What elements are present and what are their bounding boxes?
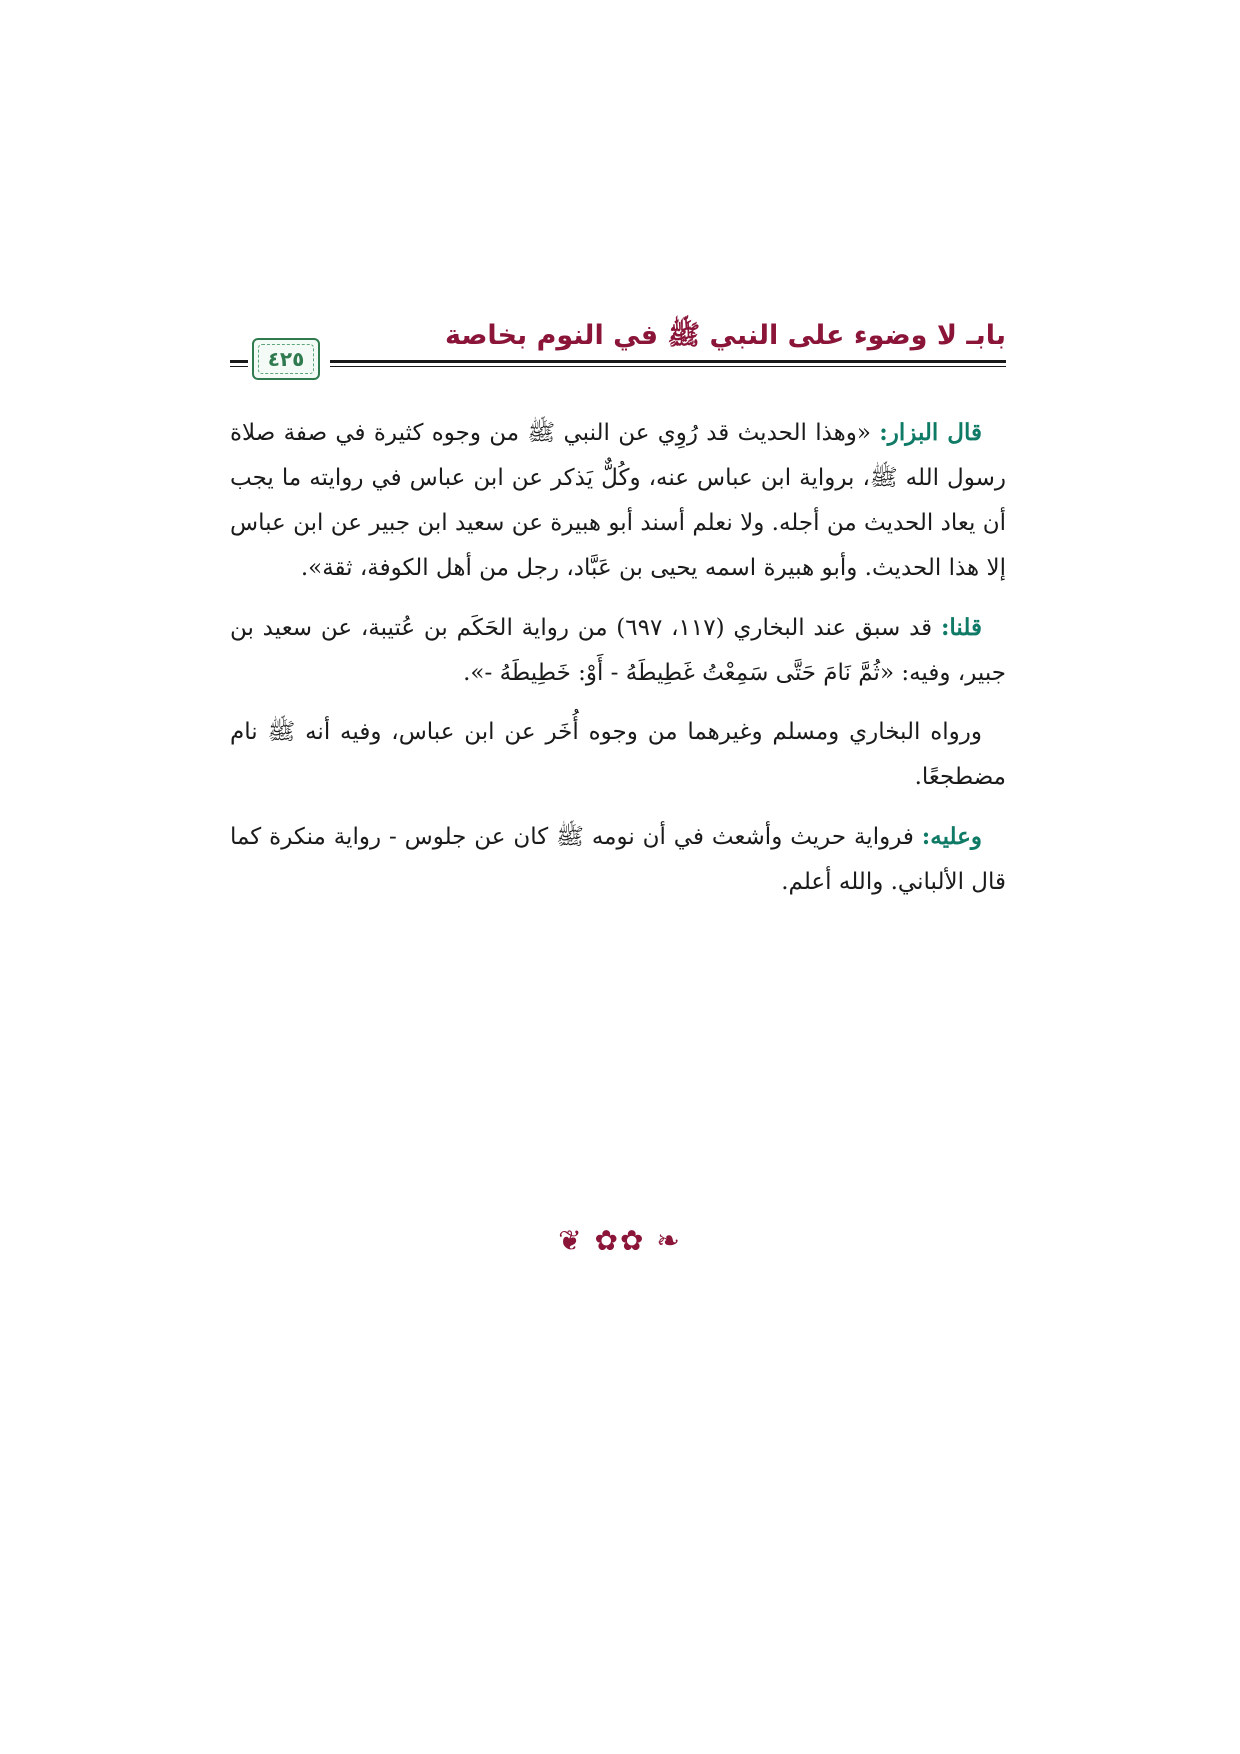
paragraph-lead: قلنا: — [940, 614, 982, 641]
chapter-title: بابـ لا وضوء على النبي ﷺ في النوم بخاصة — [444, 320, 1006, 351]
page-number-badge — [252, 338, 320, 380]
paragraph — [230, 814, 1006, 905]
paragraph-lead: قال البزار: — [879, 419, 982, 446]
paragraph-text: قد سبق عند البخاري (١١٧، ٦٩٧) من رواية الحَكَم بن عُتيبة، عن سعيد بن جبير، وفيه: «ثُمَّ نَامَ حَتَّى سَمِعْتُ غَطِيطَهُ - أَوْ: خَطِيطَهُ -». — [230, 615, 1006, 686]
paragraph — [230, 410, 1006, 591]
paragraph-text: فرواية حريث وأشعث في أن نومه ﷺ كان عن جلوس - رواية منكرة كما قال الألباني. والله أعلم. — [230, 824, 1006, 895]
paragraph — [230, 710, 1006, 800]
header-rule — [330, 360, 1006, 363]
page-body — [230, 410, 1006, 919]
paragraph-lead: وعليه: — [921, 823, 982, 850]
section-end-ornament: ❦ ✿✿ ❧ — [558, 1224, 682, 1257]
page-header — [230, 300, 1006, 382]
paragraph-text: «وهذا الحديث قد رُوِي عن النبي ﷺ من وجوه كثيرة في صفة صلاة رسول الله ﷺ، برواية ابن عباس عنه، وكُلٌّ يَذكر عن ابن عباس في روايته ما يجب أن يعاد الحديث من أجله. ولا نعلم أسند أبو هبيرة عن سعيد ابن جبير عن ابن عباس إلا هذا الحديث. وأبو هبيرة اسمه يحيى بن عَبَّاد، رجل من أهل الكوفة، ثقة». — [230, 420, 1006, 581]
paragraph-text: ورواه البخاري ومسلم وغيرهما من وجوه أُخَر عن ابن عباس، وفيه أنه ﷺ نام مضطجعًا. — [230, 719, 1006, 790]
header-rule-thin — [330, 366, 1006, 367]
header-rule-left-thin — [230, 366, 248, 367]
page-number: ٤٢٥ — [267, 347, 305, 371]
paragraph — [230, 605, 1006, 696]
header-rule-left — [230, 360, 248, 363]
